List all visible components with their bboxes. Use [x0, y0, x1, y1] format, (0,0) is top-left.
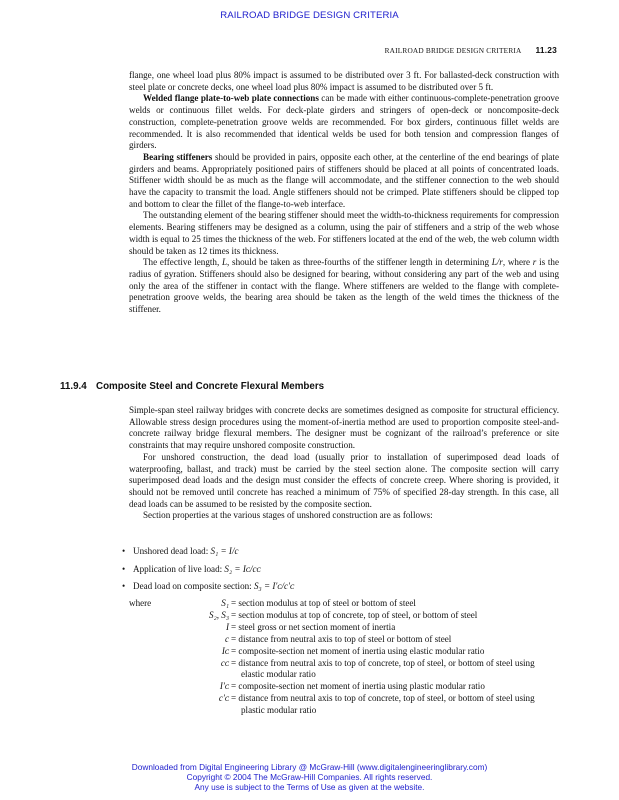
list-item: • Application of live load: S₂ = Iᴄ/cᴄ — [122, 563, 261, 574]
paragraph-effective-length: The effective length, L, should be taken as three-fourths of the stiffener length in determining L/r, where r is the radius of gyration. Stiffeners should also be designed for bearing, without considering any part of the web and using only the area of the stiffener in contact with the flange. Where stiffeners are welded to the flange with complete-penetration groove welds, the bearing area should be taken as the length of the weld times the thickness of the stiffener. — [129, 257, 559, 315]
definition-row: c′ᴄ = distance from neutral axis to top of concrete, top of steel, or bottom of steel using plastic modular ratio — [218, 693, 535, 716]
paragraph-flange-distribution: flange, one wheel load plus 80% impact is assumed to be distributed over 3 ft. For ballasted-deck construction with steel plate or concrete decks, one wheel load plus 80% impact is assumed to be distributed over 5 ft. — [129, 70, 559, 92]
body-text-top — [129, 70, 559, 316]
section-heading — [60, 381, 324, 392]
body-text-section — [129, 405, 559, 522]
where-label: where — [129, 598, 152, 608]
paragraph-welded-connections: Welded flange plate-to-web plate connections can be made with either continuous-complete-penetration groove welds or continuous fillet welds. For deck-plate girders and stringers of open-deck or noncomposite-deck construction, complete-penetration groove welds are recommended. For box girders, continuous fillet welds are recommended. It is also recommended that identical welds be used for both tension and compression flanges of girders. — [129, 93, 559, 151]
download-footer — [0, 762, 619, 793]
definition-row: where S₁ = section modulus at top of steel or bottom of steel — [129, 598, 416, 608]
page-number: 11.23 — [535, 45, 557, 55]
footer-download-line: Downloaded from Digital Engineering Library @ McGraw-Hill (www.digitalengineeringlibrary.com) — [131, 762, 488, 772]
bullet-icon: • — [122, 563, 126, 574]
bullet-icon: • — [122, 581, 126, 591]
lead-bearing-stiffeners: Bearing stiffeners — [143, 151, 213, 162]
footer-copyright-line: Copyright © 2004 The McGraw-Hill Companies. All rights reserved. — [186, 772, 433, 783]
definition-row: c = distance from neutral axis to top of steel or bottom of steel — [224, 633, 452, 644]
section-number: 11.9.4 — [60, 381, 87, 392]
top-banner: RAILROAD BRIDGE DESIGN CRITERIA — [220, 10, 399, 21]
running-head — [385, 45, 557, 55]
section-title: Composite Steel and Concrete Flexural Members — [96, 381, 325, 392]
lead-welded-connections: Welded flange plate-to-web plate connections — [143, 93, 319, 104]
paragraph-bearing-stiffeners: Bearing stiffeners should be provided in pairs, opposite each other, at the centerline of the end bearings of plate girders and beams. Appropriately positioned pairs of stiffeners should be placed at all points of concentrated loads. Stiffener width should be as much as the flange will accommodate, and the stiffener connection to the web should have the capacity to transmit the load. Angle stiffeners should not be crimped. Plate stiffeners should be clipped top and bottom to clear the fillet of the flange-to-web interface. — [129, 151, 559, 209]
list-item: • Dead load on composite section: S₃ = I′ᴄ/c′ᴄ — [122, 581, 295, 591]
footer-terms-line: Any use is subject to the Terms of Use as given at the website. — [194, 782, 425, 793]
definition-row: S₂, S₃ = section modulus at top of concrete, top of steel, or bottom of steel — [209, 609, 478, 620]
list-item: • Unshored dead load: S₁ = I/c — [122, 546, 239, 556]
paragraph-unshored-construction: For unshored construction, the dead load (usually prior to installation of superimposed dead loads of waterproofing, ballast, and track) must be carried by the steel section alone. The composite section will carry superimposed dead loads and the design must consider the effects of concrete creep. Where shoring is provided, it should not be removed until concrete has reached a minimum of 75% of specified 28-day strength. In this case, all dead loads can be assumed to be resisted by the composite section. — [129, 451, 559, 509]
definition-row: I′ᴄ = composite-section net moment of inertia using plastic modular ratio — [219, 681, 485, 692]
variable-definitions — [129, 598, 569, 717]
bullet-icon: • — [122, 546, 126, 556]
definition-row: Iᴄ = composite-section net moment of inertia using elastic modular ratio — [221, 645, 485, 656]
paragraph-section-properties: Section properties at the various stages of unshored construction are as follows: — [143, 510, 433, 521]
paragraph-outstanding-element: The outstanding element of the bearing stiffener should meet the width-to-thickness requirements for compression elements. Bearing stiffeners may be designed as a column, using the pair of stiffeners and a strip of the web whose width is equal to 25 times the thickness of the web. For stiffeners located at the end of the web, the web column width should be taken as 12 times its thickness. — [129, 210, 559, 256]
paragraph-composite-intro: Simple-span steel railway bridges with concrete decks are sometimes designed as composite for structural efficiency. Allowable stress design procedures using the moment-of-inertia method are used to proportion composite steel-and-concrete railway bridge flexural members. The designer must be cognizant of the railroad’s preference or site constraints that may require unshored composite construction. — [129, 405, 559, 451]
definition-row: I = steel gross or net section moment of inertia — [225, 621, 396, 632]
running-head-title: RAILROAD BRIDGE DESIGN CRITERIA — [384, 46, 522, 55]
section-property-list — [122, 545, 562, 598]
definition-row: cᴄ = distance from neutral axis to top of concrete, top of steel, or bottom of steel using elastic modular ratio — [220, 657, 535, 680]
